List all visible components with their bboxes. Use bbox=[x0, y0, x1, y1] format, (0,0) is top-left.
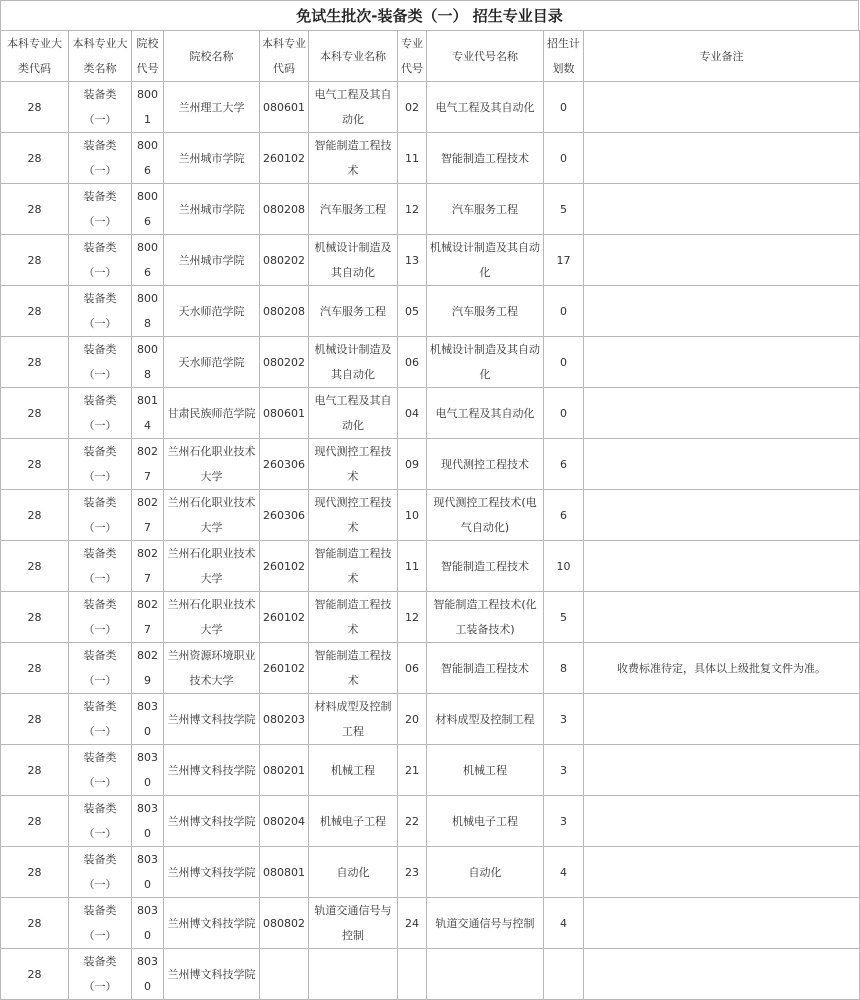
school-code-cell: 8001 bbox=[132, 82, 164, 133]
category-code-cell: 28 bbox=[1, 184, 69, 235]
school-code-cell: 8006 bbox=[132, 184, 164, 235]
major-name-cell: 智能制造工程技术 bbox=[309, 643, 398, 694]
spec-name-cell: 机械工程 bbox=[427, 745, 544, 796]
school-code-cell: 8027 bbox=[132, 592, 164, 643]
spec-code-cell: 12 bbox=[398, 592, 427, 643]
category-code-cell: 28 bbox=[1, 439, 69, 490]
note-cell bbox=[584, 745, 860, 796]
plan-count-cell: 6 bbox=[544, 439, 584, 490]
major-name-cell: 机械电子工程 bbox=[309, 796, 398, 847]
school-name-cell: 兰州理工大学 bbox=[164, 82, 260, 133]
header-cell: 院校代号 bbox=[132, 31, 164, 82]
table-row bbox=[1, 949, 860, 1000]
note-cell bbox=[584, 82, 860, 133]
plan-count-cell bbox=[544, 949, 584, 1000]
note-cell bbox=[584, 286, 860, 337]
category-name-cell: 装备类（一） bbox=[69, 643, 132, 694]
plan-count-cell: 6 bbox=[544, 490, 584, 541]
school-name-cell: 兰州城市学院 bbox=[164, 133, 260, 184]
spec-code-cell: 13 bbox=[398, 235, 427, 286]
note-cell bbox=[584, 694, 860, 745]
category-name-cell: 装备类（一） bbox=[69, 796, 132, 847]
category-name-cell: 装备类（一） bbox=[69, 82, 132, 133]
table-row bbox=[1, 439, 860, 490]
spec-code-cell: 05 bbox=[398, 286, 427, 337]
spec-code-cell: 24 bbox=[398, 898, 427, 949]
school-code-cell: 8006 bbox=[132, 133, 164, 184]
category-name-cell: 装备类（一） bbox=[69, 439, 132, 490]
major-name-cell: 机械工程 bbox=[309, 745, 398, 796]
major-name-cell: 电气工程及其自动化 bbox=[309, 82, 398, 133]
category-name-cell: 装备类（一） bbox=[69, 133, 132, 184]
page-title: 免试生批次-装备类（一） 招生专业目录 bbox=[0, 0, 859, 30]
plan-count-cell: 4 bbox=[544, 898, 584, 949]
major-name-cell: 现代测控工程技术 bbox=[309, 439, 398, 490]
major-code-cell: 080208 bbox=[260, 184, 309, 235]
spec-name-cell: 材料成型及控制工程 bbox=[427, 694, 544, 745]
category-code-cell: 28 bbox=[1, 949, 69, 1000]
school-code-cell: 8030 bbox=[132, 796, 164, 847]
category-name-cell: 装备类（一） bbox=[69, 235, 132, 286]
category-name-cell: 装备类（一） bbox=[69, 337, 132, 388]
school-code-cell: 8030 bbox=[132, 694, 164, 745]
major-name-cell: 电气工程及其自动化 bbox=[309, 388, 398, 439]
note-cell bbox=[584, 235, 860, 286]
school-code-cell: 8030 bbox=[132, 898, 164, 949]
category-name-cell: 装备类（一） bbox=[69, 694, 132, 745]
category-code-cell: 28 bbox=[1, 388, 69, 439]
major-name-cell: 汽车服务工程 bbox=[309, 184, 398, 235]
major-code-cell: 260306 bbox=[260, 439, 309, 490]
major-code-cell: 080203 bbox=[260, 694, 309, 745]
spec-name-cell: 自动化 bbox=[427, 847, 544, 898]
table-row bbox=[1, 541, 860, 592]
spec-name-cell: 机械设计制造及其自动化 bbox=[427, 235, 544, 286]
spec-code-cell: 10 bbox=[398, 490, 427, 541]
school-name-cell: 兰州博文科技学院 bbox=[164, 898, 260, 949]
category-name-cell: 装备类（一） bbox=[69, 847, 132, 898]
category-code-cell: 28 bbox=[1, 592, 69, 643]
category-code-cell: 28 bbox=[1, 796, 69, 847]
category-code-cell: 28 bbox=[1, 286, 69, 337]
school-code-cell: 8030 bbox=[132, 949, 164, 1000]
spec-code-cell: 20 bbox=[398, 694, 427, 745]
school-code-cell: 8030 bbox=[132, 847, 164, 898]
major-code-cell: 080601 bbox=[260, 82, 309, 133]
school-code-cell: 8029 bbox=[132, 643, 164, 694]
spec-code-cell: 04 bbox=[398, 388, 427, 439]
category-name-cell: 装备类（一） bbox=[69, 388, 132, 439]
table-row bbox=[1, 898, 860, 949]
major-code-cell: 260306 bbox=[260, 490, 309, 541]
table-row bbox=[1, 490, 860, 541]
spec-name-cell: 现代测控工程技术 bbox=[427, 439, 544, 490]
school-code-cell: 8008 bbox=[132, 286, 164, 337]
school-name-cell: 兰州资源环境职业技术大学 bbox=[164, 643, 260, 694]
spec-code-cell: 09 bbox=[398, 439, 427, 490]
plan-count-cell: 0 bbox=[544, 286, 584, 337]
major-name-cell: 智能制造工程技术 bbox=[309, 541, 398, 592]
major-code-cell: 260102 bbox=[260, 592, 309, 643]
category-code-cell: 28 bbox=[1, 643, 69, 694]
major-code-cell: 260102 bbox=[260, 541, 309, 592]
major-name-cell: 材料成型及控制工程 bbox=[309, 694, 398, 745]
spec-code-cell bbox=[398, 949, 427, 1000]
spec-code-cell: 11 bbox=[398, 133, 427, 184]
spec-code-cell: 22 bbox=[398, 796, 427, 847]
school-name-cell: 兰州博文科技学院 bbox=[164, 694, 260, 745]
header-cell: 本科专业名称 bbox=[309, 31, 398, 82]
school-name-cell: 兰州博文科技学院 bbox=[164, 745, 260, 796]
enrollment-table bbox=[0, 30, 860, 1000]
category-name-cell: 装备类（一） bbox=[69, 184, 132, 235]
major-code-cell: 080208 bbox=[260, 286, 309, 337]
major-name-cell: 机械设计制造及其自动化 bbox=[309, 337, 398, 388]
major-code-cell: 080202 bbox=[260, 235, 309, 286]
note-cell bbox=[584, 490, 860, 541]
note-cell bbox=[584, 949, 860, 1000]
major-name-cell: 智能制造工程技术 bbox=[309, 592, 398, 643]
spec-code-cell: 23 bbox=[398, 847, 427, 898]
note-cell bbox=[584, 439, 860, 490]
category-code-cell: 28 bbox=[1, 745, 69, 796]
school-code-cell: 8014 bbox=[132, 388, 164, 439]
spec-code-cell: 02 bbox=[398, 82, 427, 133]
school-code-cell: 8006 bbox=[132, 235, 164, 286]
plan-count-cell: 3 bbox=[544, 745, 584, 796]
school-name-cell: 兰州博文科技学院 bbox=[164, 847, 260, 898]
category-code-cell: 28 bbox=[1, 898, 69, 949]
school-code-cell: 8027 bbox=[132, 541, 164, 592]
note-cell bbox=[584, 337, 860, 388]
category-name-cell: 装备类（一） bbox=[69, 286, 132, 337]
school-name-cell: 兰州石化职业技术大学 bbox=[164, 541, 260, 592]
note-cell bbox=[584, 796, 860, 847]
major-name-cell: 机械设计制造及其自动化 bbox=[309, 235, 398, 286]
header-cell: 专业备注 bbox=[584, 31, 860, 82]
header-cell: 院校名称 bbox=[164, 31, 260, 82]
table-row bbox=[1, 235, 860, 286]
note-cell bbox=[584, 541, 860, 592]
spec-name-cell: 电气工程及其自动化 bbox=[427, 388, 544, 439]
major-name-cell: 汽车服务工程 bbox=[309, 286, 398, 337]
school-name-cell: 兰州石化职业技术大学 bbox=[164, 592, 260, 643]
note-cell bbox=[584, 133, 860, 184]
spec-name-cell: 汽车服务工程 bbox=[427, 286, 544, 337]
category-code-cell: 28 bbox=[1, 337, 69, 388]
table-row bbox=[1, 286, 860, 337]
table-row bbox=[1, 643, 860, 694]
category-code-cell: 28 bbox=[1, 235, 69, 286]
category-name-cell: 装备类（一） bbox=[69, 592, 132, 643]
category-code-cell: 28 bbox=[1, 847, 69, 898]
category-code-cell: 28 bbox=[1, 541, 69, 592]
category-code-cell: 28 bbox=[1, 490, 69, 541]
table-row bbox=[1, 388, 860, 439]
plan-count-cell: 5 bbox=[544, 184, 584, 235]
spec-code-cell: 21 bbox=[398, 745, 427, 796]
major-name-cell: 现代测控工程技术 bbox=[309, 490, 398, 541]
table-row bbox=[1, 337, 860, 388]
table-header-row bbox=[1, 31, 860, 82]
plan-count-cell: 8 bbox=[544, 643, 584, 694]
spec-name-cell: 机械设计制造及其自动化 bbox=[427, 337, 544, 388]
table-row bbox=[1, 745, 860, 796]
school-name-cell: 兰州博文科技学院 bbox=[164, 796, 260, 847]
table-row bbox=[1, 592, 860, 643]
table-row bbox=[1, 847, 860, 898]
major-code-cell: 260102 bbox=[260, 643, 309, 694]
spec-name-cell: 智能制造工程技术 bbox=[427, 133, 544, 184]
school-name-cell: 兰州城市学院 bbox=[164, 184, 260, 235]
major-name-cell: 智能制造工程技术 bbox=[309, 133, 398, 184]
header-cell: 专业代号 bbox=[398, 31, 427, 82]
spec-name-cell: 智能制造工程技术 bbox=[427, 643, 544, 694]
header-cell: 本科专业代码 bbox=[260, 31, 309, 82]
category-name-cell: 装备类（一） bbox=[69, 898, 132, 949]
plan-count-cell: 4 bbox=[544, 847, 584, 898]
plan-count-cell: 3 bbox=[544, 694, 584, 745]
major-code-cell: 080801 bbox=[260, 847, 309, 898]
school-name-cell: 甘肃民族师范学院 bbox=[164, 388, 260, 439]
school-name-cell: 兰州石化职业技术大学 bbox=[164, 439, 260, 490]
plan-count-cell: 17 bbox=[544, 235, 584, 286]
school-code-cell: 8027 bbox=[132, 490, 164, 541]
table-row bbox=[1, 694, 860, 745]
header-cell: 专业代号名称 bbox=[427, 31, 544, 82]
spec-name-cell: 电气工程及其自动化 bbox=[427, 82, 544, 133]
plan-count-cell: 0 bbox=[544, 388, 584, 439]
school-name-cell: 天水师范学院 bbox=[164, 337, 260, 388]
school-code-cell: 8008 bbox=[132, 337, 164, 388]
header-cell: 招生计划数 bbox=[544, 31, 584, 82]
major-name-cell: 自动化 bbox=[309, 847, 398, 898]
table-row bbox=[1, 796, 860, 847]
spec-name-cell: 智能制造工程技术 bbox=[427, 541, 544, 592]
school-name-cell: 兰州石化职业技术大学 bbox=[164, 490, 260, 541]
spec-code-cell: 06 bbox=[398, 337, 427, 388]
major-code-cell: 080202 bbox=[260, 337, 309, 388]
plan-count-cell: 3 bbox=[544, 796, 584, 847]
note-cell bbox=[584, 388, 860, 439]
plan-count-cell: 0 bbox=[544, 133, 584, 184]
spec-code-cell: 12 bbox=[398, 184, 427, 235]
spec-code-cell: 06 bbox=[398, 643, 427, 694]
major-code-cell: 080802 bbox=[260, 898, 309, 949]
header-cell: 本科专业大类代码 bbox=[1, 31, 69, 82]
category-name-cell: 装备类（一） bbox=[69, 949, 132, 1000]
spec-name-cell: 轨道交通信号与控制 bbox=[427, 898, 544, 949]
note-cell bbox=[584, 592, 860, 643]
plan-count-cell: 0 bbox=[544, 337, 584, 388]
table-row bbox=[1, 133, 860, 184]
spec-code-cell: 11 bbox=[398, 541, 427, 592]
spec-name-cell: 智能制造工程技术(化工装备技术) bbox=[427, 592, 544, 643]
major-code-cell: 080201 bbox=[260, 745, 309, 796]
major-code-cell bbox=[260, 949, 309, 1000]
spec-name-cell bbox=[427, 949, 544, 1000]
category-name-cell: 装备类（一） bbox=[69, 745, 132, 796]
major-code-cell: 260102 bbox=[260, 133, 309, 184]
note-cell bbox=[584, 847, 860, 898]
table-row bbox=[1, 82, 860, 133]
major-code-cell: 080601 bbox=[260, 388, 309, 439]
school-code-cell: 8027 bbox=[132, 439, 164, 490]
plan-count-cell: 5 bbox=[544, 592, 584, 643]
table-row bbox=[1, 184, 860, 235]
spec-name-cell: 汽车服务工程 bbox=[427, 184, 544, 235]
category-code-cell: 28 bbox=[1, 694, 69, 745]
plan-count-cell: 10 bbox=[544, 541, 584, 592]
school-name-cell: 天水师范学院 bbox=[164, 286, 260, 337]
category-code-cell: 28 bbox=[1, 82, 69, 133]
school-code-cell: 8030 bbox=[132, 745, 164, 796]
plan-count-cell: 0 bbox=[544, 82, 584, 133]
major-code-cell: 080204 bbox=[260, 796, 309, 847]
category-name-cell: 装备类（一） bbox=[69, 490, 132, 541]
category-name-cell: 装备类（一） bbox=[69, 541, 132, 592]
category-code-cell: 28 bbox=[1, 133, 69, 184]
school-name-cell: 兰州博文科技学院 bbox=[164, 949, 260, 1000]
note-cell bbox=[584, 184, 860, 235]
note-cell: 收费标准待定，具体以上级批复文件为准。 bbox=[584, 643, 860, 694]
spec-name-cell: 机械电子工程 bbox=[427, 796, 544, 847]
note-cell bbox=[584, 898, 860, 949]
header-cell: 本科专业大类名称 bbox=[69, 31, 132, 82]
major-name-cell bbox=[309, 949, 398, 1000]
major-name-cell: 轨道交通信号与控制 bbox=[309, 898, 398, 949]
spec-name-cell: 现代测控工程技术(电气自动化) bbox=[427, 490, 544, 541]
school-name-cell: 兰州城市学院 bbox=[164, 235, 260, 286]
